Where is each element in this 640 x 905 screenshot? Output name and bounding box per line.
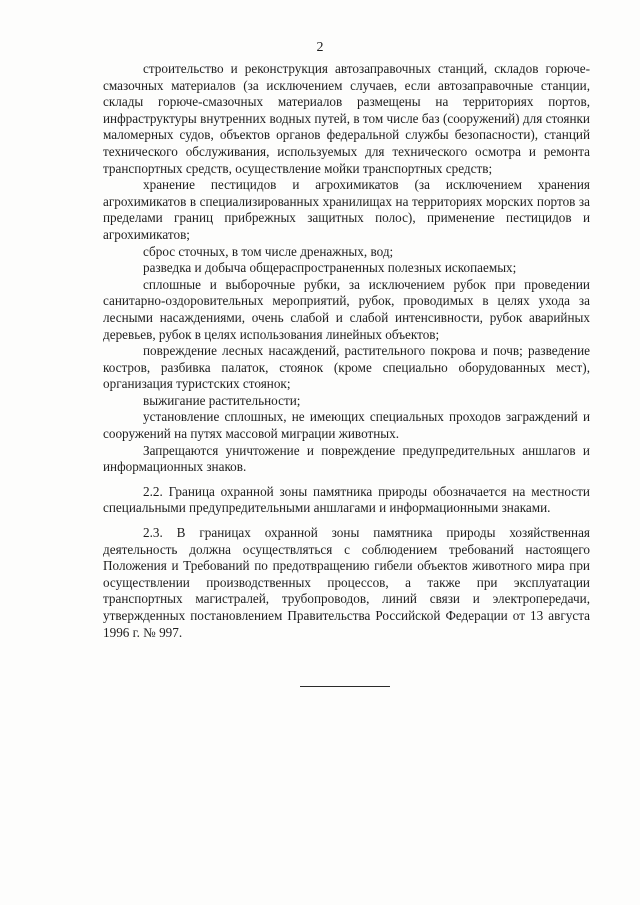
paragraph-pesticides: хранение пестицидов и агрохимикатов (за исключением хранения агрохимикатов в специализированных хранилищах на территориях морских портов за пределами границ прибрежных защитных полос), применение пестицидов и агрохимикатов; [103,177,590,242]
paragraph-logging: сплошные и выборочные рубки, за исключением рубок при проведении санитарно-оздоровительных мероприятий, рубок, проводимых в целях ухода за лесными насаждениями, очень слабой и слабой интенсивности, рубок аварийных деревьев, рубок в целях использования линейных объектов; [103,276,590,342]
paragraph-burning: выжигание растительности; [143,392,301,408]
section-2-2: 2.2. Граница охранной зоны памятника природы обозначается на местности специальными предупредительными аншлагами и информационными знаками. [103,483,590,516]
paragraph-fences: установление сплошных, не имеющих специальных проходов заграждений и сооружений на путях массовой миграции животных. [103,409,590,442]
document-body [103,61,590,641]
paragraph-wastewater: сброс сточных, в том числе дренажных, вод; [143,243,394,259]
section-2-3: 2.3. В границах охранной зоны памятника природы хозяйственная деятельность должна осуществляться с соблюдением требований настоящего Положения и Требований по предотвращению гибели объектов животного мира при осуществлении производственных процессов, а также при эксплуатации транспортных магистралей, трубопроводов, линий связи и электропередачи, утвержденных постановлением Правительства Российской Федерации от 13 августа 1996 г. № 997. [103,525,590,640]
paragraph-signs-protection: Запрещаются уничтожение и повреждение предупредительных аншлагов и информационных знаков. [103,442,590,475]
page-number: 2 [316,40,324,55]
paragraph-vegetation-damage: повреждение лесных насаждений, растительного покрова и почв; разведение костров, разбивка палаток, стоянок (кроме специально оборудованных мест), организация туристских стоянок; [103,343,590,392]
paragraph-mining: разведка и добыча общераспространенных полезных ископаемых; [143,260,517,276]
closing-rule [300,686,390,687]
paragraph-construction-ban: строительство и реконструкция автозаправочных станций, складов горюче-смазочных материалов (за исключением случаев, если автозаправочные станции, склады горюче-смазочных материалов размещены на территориях портов, инфраструктуры внутренних водных путей, в том числе баз (сооружений) для стоянки маломерных судов, объектов органов федеральной службы безопасности), станций технического обслуживания, используемых для технического осмотра и ремонта транспортных средств, осуществление мойки транспортных средств; [103,61,590,176]
